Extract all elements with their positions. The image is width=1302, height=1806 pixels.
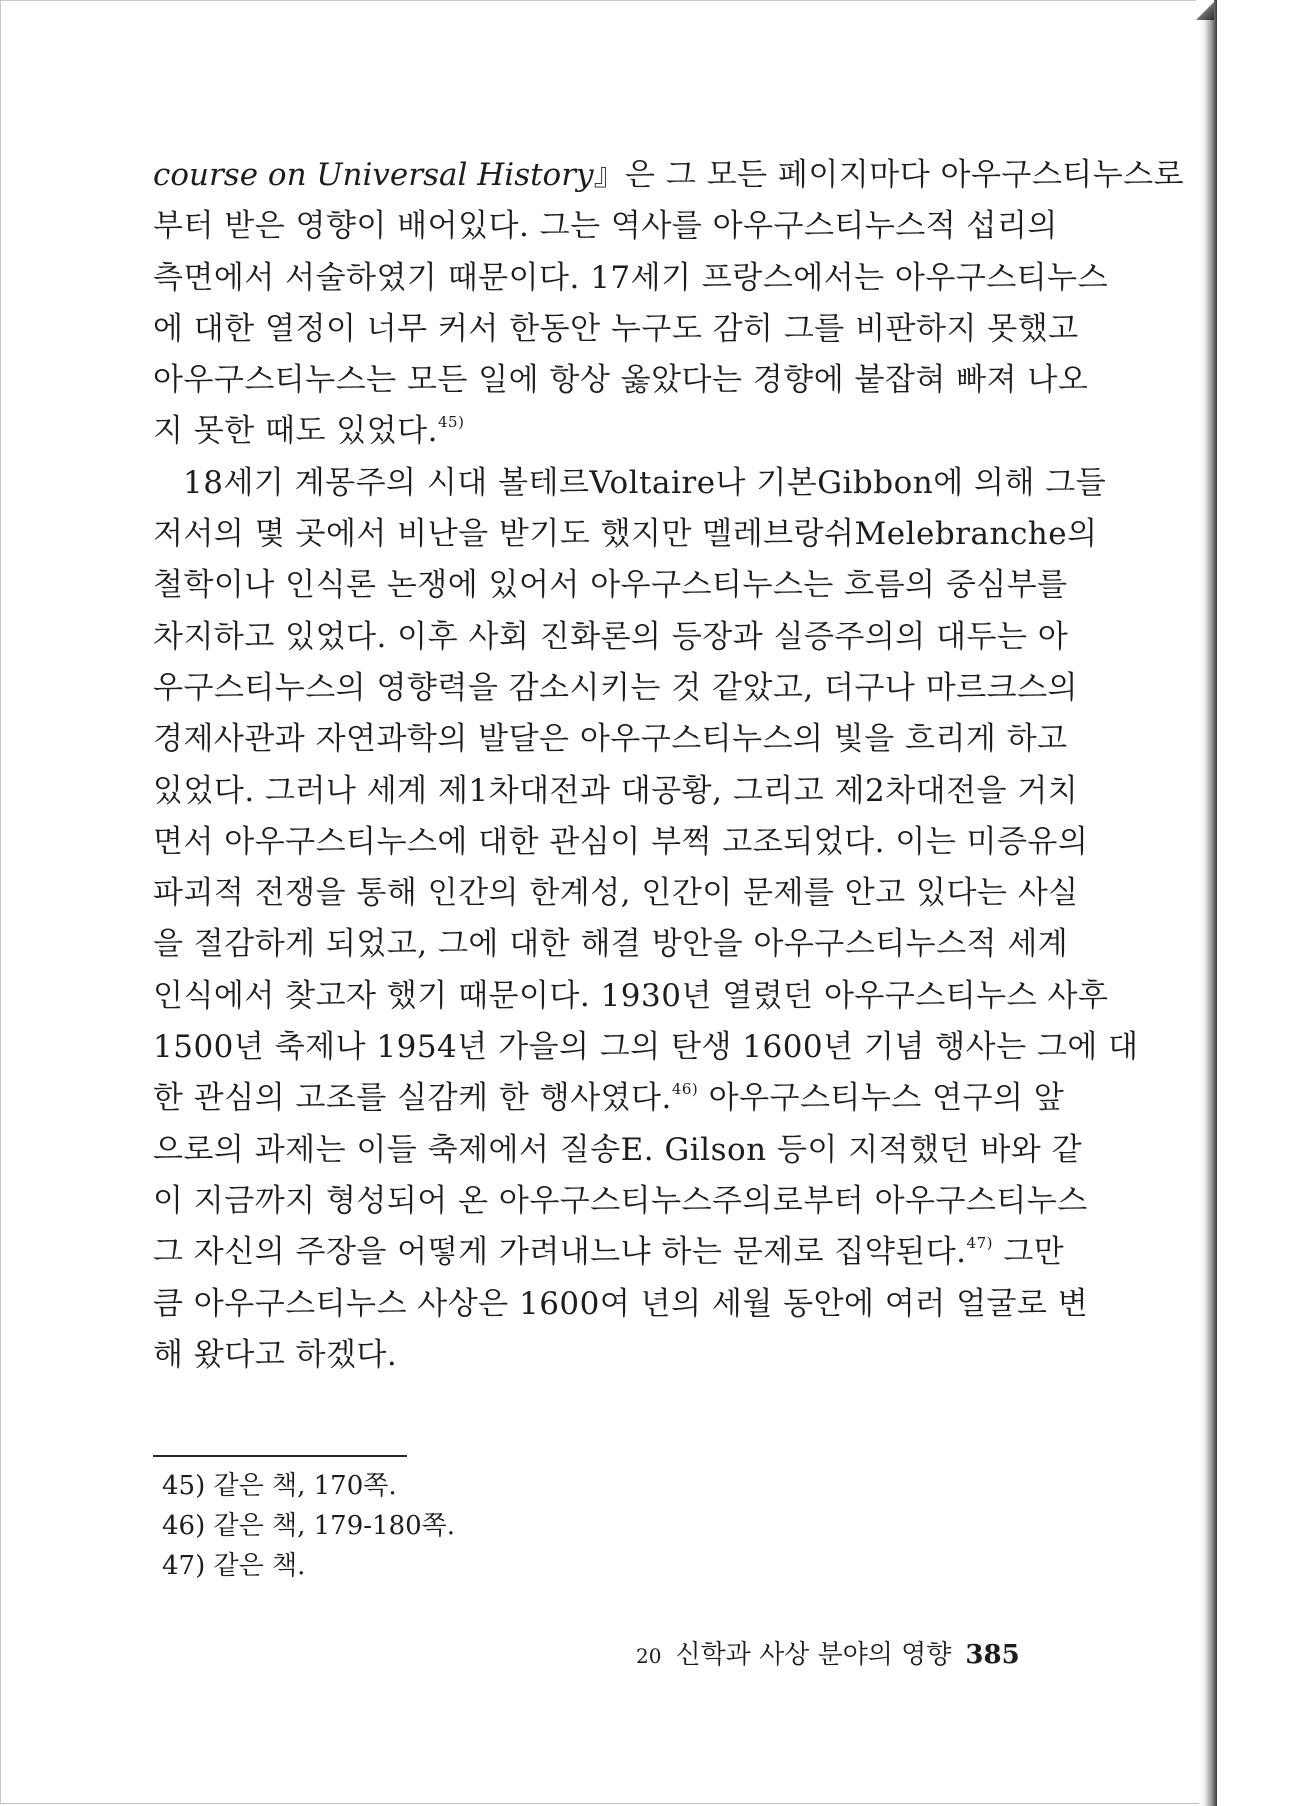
text-line xyxy=(153,817,1089,868)
text-span: 저서의 몇 곳에서 비난을 받기도 했지만 멜레브랑쉬Melebranche의 xyxy=(153,516,1098,553)
text-line xyxy=(153,663,1078,714)
text-line xyxy=(153,766,1079,817)
footnotes xyxy=(162,1466,455,1586)
text-line xyxy=(153,714,1068,765)
text-line xyxy=(153,1125,1083,1176)
text-span: 철학이나 인식론 논쟁에 있어서 아우구스티누스는 흐름의 중심부를 xyxy=(153,567,1068,604)
chapter-number: 20 xyxy=(636,1644,662,1668)
text-line xyxy=(153,150,1185,201)
paragraph xyxy=(153,150,1185,458)
text-span: 18세기 계몽주의 시대 볼테르Voltaire나 기본Gibbon에 의해 그들 xyxy=(183,464,1107,501)
text-span: 면서 아우구스티누스에 대한 관심이 부쩍 고조되었다. 이는 미증유의 xyxy=(153,823,1089,860)
text-span: 해 왔다고 하겠다. xyxy=(153,1336,398,1373)
text-span: course on Universal History xyxy=(153,157,594,193)
footnote-reference: 45) xyxy=(437,413,465,432)
page-number: 385 xyxy=(965,1640,1020,1670)
text-span: 』은 그 모든 페이지마다 아우구스티누스로 xyxy=(593,157,1185,193)
text-line xyxy=(153,1176,1088,1227)
text-span: 그 자신의 주장을 어떻게 가려내느냐 하는 문제로 집약된다. xyxy=(153,1234,967,1271)
right-margin xyxy=(1217,0,1302,1806)
chapter-title: 신학과 사상 분야의 영향 xyxy=(675,1640,952,1670)
text-span: 큼 아우구스티누스 사상은 1600여 년의 세월 동안에 여러 얼굴로 변 xyxy=(153,1285,1089,1322)
text-line xyxy=(153,612,1069,663)
text-line xyxy=(153,1279,1089,1330)
text-span: 이 지금까지 형성되어 온 아우구스티누스주의로부터 아우구스티누스 xyxy=(153,1182,1088,1219)
text-line xyxy=(153,304,1079,355)
text-line xyxy=(153,1022,1139,1073)
footnote-47 xyxy=(162,1546,455,1586)
text-line xyxy=(153,1330,1046,1381)
text-line xyxy=(153,1227,1065,1278)
text-line xyxy=(153,971,1109,1022)
text-span: 1500년 축제나 1954년 가을의 그의 탄생 1600년 기념 행사는 그에 대 xyxy=(153,1029,1139,1066)
text-span: 경제사관과 자연과학의 발달은 아우구스티누스의 빛을 흐리게 하고 xyxy=(153,721,1068,758)
text-line xyxy=(153,1073,1065,1124)
footnote-separator xyxy=(153,1455,407,1457)
text-line xyxy=(153,560,1068,611)
text-span: 그만 xyxy=(993,1234,1065,1271)
text-line xyxy=(153,509,1098,560)
footnote-45 xyxy=(162,1466,455,1506)
text-line xyxy=(153,355,1089,406)
footnote-text: 같은 책, 170쪽. xyxy=(213,1471,397,1501)
running-footer xyxy=(636,1638,1020,1673)
text-span: 을 절감하게 되었고, 그에 대한 해결 방안을 아우구스티누스적 세계 xyxy=(153,926,1069,963)
footnote-number: 47) xyxy=(162,1551,206,1581)
text-line xyxy=(153,253,1109,304)
footnote-text: 같은 책. xyxy=(213,1551,306,1581)
paragraph xyxy=(153,458,1139,1381)
text-span: 측면에서 서술하였기 때문이다. 17세기 프랑스에서는 아우구스티누스 xyxy=(153,259,1109,296)
text-line xyxy=(153,868,1079,919)
footnote-reference: 47) xyxy=(966,1234,993,1253)
text-line xyxy=(153,919,1069,970)
text-span: 차지하고 있었다. 이후 사회 진화론의 등장과 실증주의의 대두는 아 xyxy=(153,618,1069,655)
text-span: 에 대한 열정이 너무 커서 한동안 누구도 감히 그를 비판하지 못했고 xyxy=(153,310,1079,347)
footnote-number: 46) xyxy=(162,1511,206,1541)
page-corner-fold xyxy=(1196,0,1214,20)
text-span: 인식에서 찾고자 했기 때문이다. 1930년 열렸던 아우구스티누스 사후 xyxy=(153,977,1109,1014)
page-edge-shadow xyxy=(1199,0,1217,1806)
text-line xyxy=(153,406,1046,457)
text-span: 있었다. 그러나 세계 제1차대전과 대공황, 그리고 제2차대전을 거치 xyxy=(153,772,1079,809)
text-span: 지 못한 때도 있었다. xyxy=(153,413,438,450)
footnote-46 xyxy=(162,1506,455,1546)
body-text xyxy=(153,150,1185,1381)
text-span: 으로의 과제는 이들 축제에서 질송E. Gilson 등이 지적했던 바와 같 xyxy=(153,1131,1083,1168)
footnote-number: 45) xyxy=(162,1471,206,1501)
text-line xyxy=(153,201,1058,252)
footnote-reference: 46) xyxy=(671,1080,699,1099)
text-span: 아우구스티누스 연구의 앞 xyxy=(698,1080,1065,1117)
text-line xyxy=(153,458,1107,509)
footnote-text: 같은 책, 179-180쪽. xyxy=(213,1511,456,1541)
text-span: 아우구스티누스는 모든 일에 항상 옳았다는 경향에 붙잡혀 빠져 나오 xyxy=(153,362,1089,399)
text-span: 우구스티누스의 영향력을 감소시키는 것 같았고, 더구나 마르크스의 xyxy=(153,669,1078,706)
text-span: 한 관심의 고조를 실감케 한 행사였다. xyxy=(153,1080,672,1117)
text-span: 파괴적 전쟁을 통해 인간의 한계성, 인간이 문제를 안고 있다는 사실 xyxy=(153,875,1079,912)
text-span: 부터 받은 영향이 배어있다. 그는 역사를 아우구스티누스적 섭리의 xyxy=(153,208,1058,245)
